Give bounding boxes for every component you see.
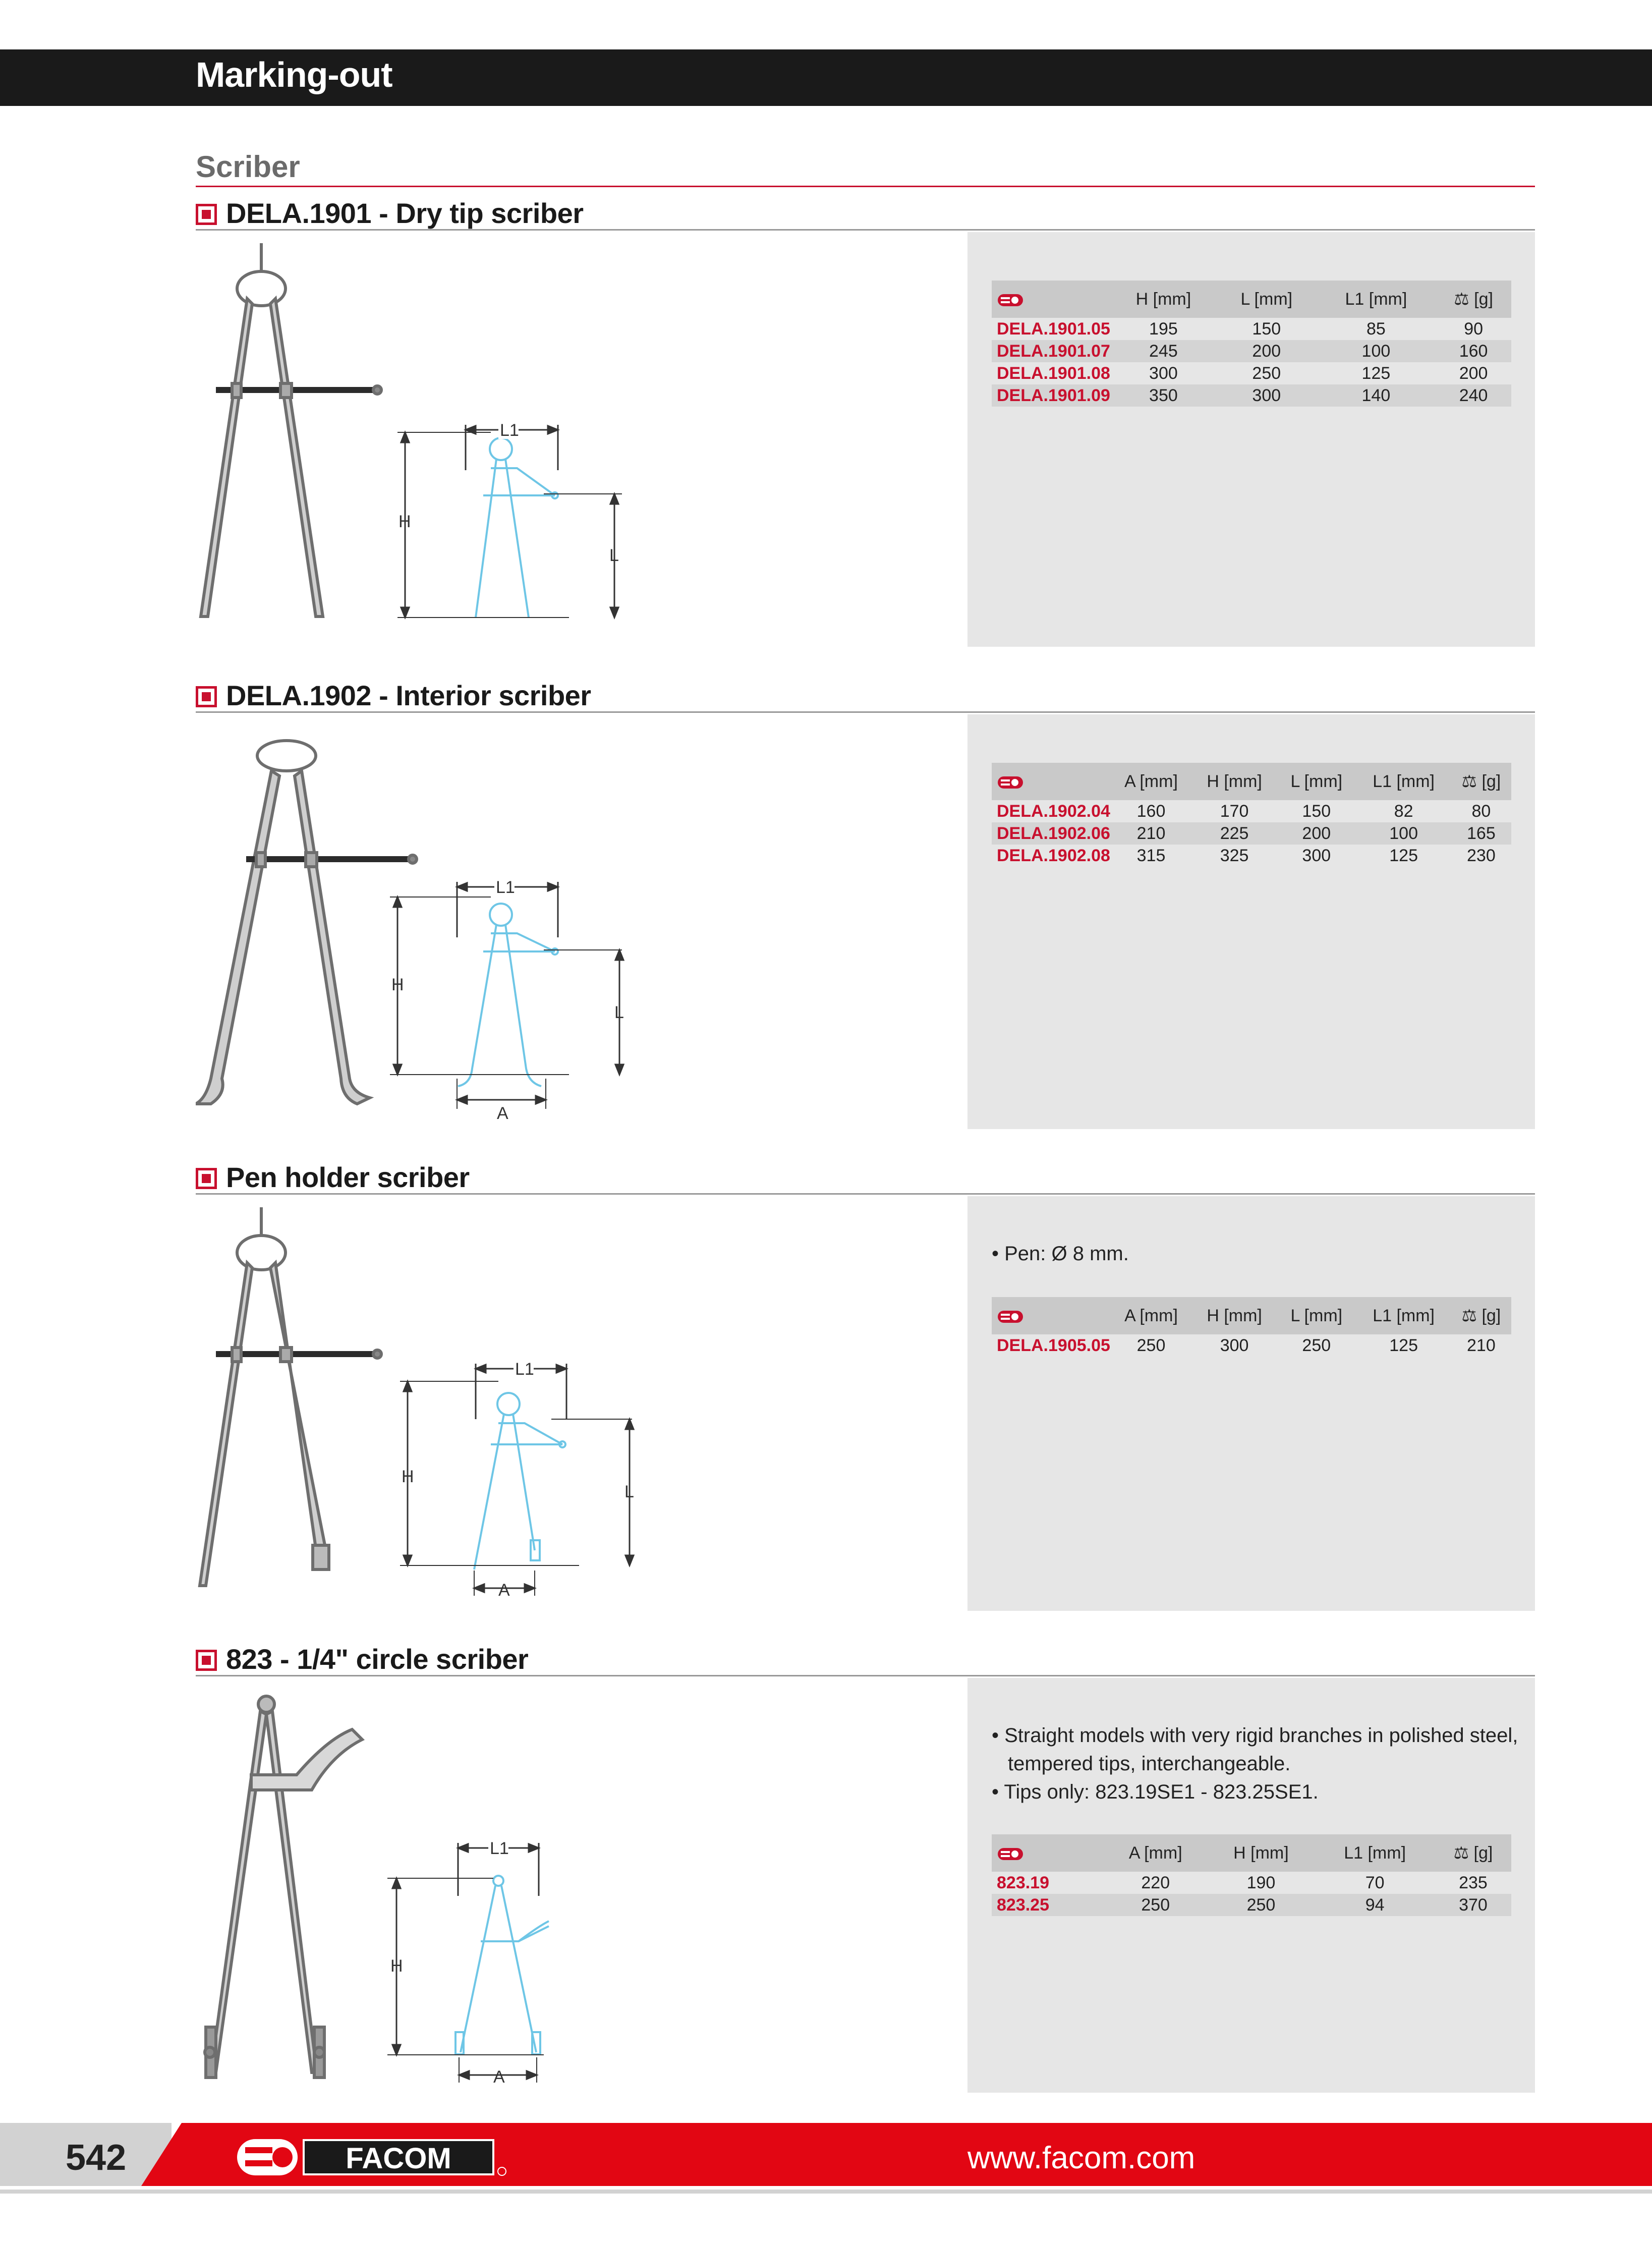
- footer-underline: [0, 2190, 1652, 2194]
- column-header-weight: ⚖ [g]: [1436, 281, 1511, 318]
- note-line: • Tips only: 823.19SE1 - 823.25SE1.: [992, 1781, 1319, 1803]
- weight-icon: ⚖: [1454, 290, 1474, 309]
- dimension-label-l1: L1: [490, 1839, 509, 1858]
- product-ref: 823.19: [997, 1873, 1049, 1892]
- facom-logo-icon: [992, 1834, 1104, 1872]
- column-header: A [mm]: [1110, 1297, 1192, 1334]
- product-info-panel: [967, 714, 1535, 1129]
- table-cell: 370: [1435, 1894, 1511, 1916]
- facom-logo-icon: [992, 281, 1110, 318]
- product-table: [992, 763, 1511, 867]
- table-cell: 225: [1192, 822, 1277, 845]
- product-divider: [196, 1193, 1535, 1195]
- product-title: Pen holder scriber: [226, 1161, 470, 1193]
- product-divider: [196, 711, 1535, 713]
- table-row: [992, 1894, 1511, 1916]
- table-row: [992, 318, 1511, 340]
- product-ref: DELA.1905.05: [997, 1335, 1110, 1355]
- table-cell: 235: [1459, 1873, 1488, 1892]
- section-divider: [196, 186, 1535, 187]
- table-cell: 150: [1252, 319, 1281, 339]
- dimension-label-l: L: [614, 1003, 624, 1022]
- table-cell: 125: [1361, 363, 1391, 383]
- brand-name: FACOM: [346, 2142, 451, 2175]
- table-cell: 250: [1104, 1894, 1208, 1916]
- weight-icon: ⚖: [1461, 772, 1482, 791]
- table-cell: 300: [1220, 1335, 1249, 1355]
- facom-brand-logo: [237, 2137, 509, 2180]
- table-cell: 190: [1246, 1873, 1276, 1892]
- product-title: DELA.1901 - Dry tip scriber: [226, 197, 584, 229]
- product-divider: [196, 1675, 1535, 1676]
- table-cell: 125: [1389, 846, 1418, 865]
- table-cell: 250: [1252, 363, 1281, 383]
- product-ref: DELA.1902.04: [997, 801, 1110, 821]
- column-header-weight: ⚖ [g]: [1435, 1834, 1511, 1872]
- product-title: 823 - 1/4" circle scriber: [226, 1643, 529, 1675]
- product-note: • Pen: Ø 8 mm.: [992, 1243, 1129, 1265]
- product-pen-holder-scriber: [196, 1162, 1535, 1611]
- column-header: H [mm]: [1192, 1297, 1277, 1334]
- dimension-label-l1: L1: [496, 878, 515, 897]
- table-cell: 82: [1394, 801, 1413, 821]
- product-header: [196, 680, 1535, 710]
- product-info-panel: [967, 1196, 1535, 1611]
- product-info-panel: [967, 232, 1535, 647]
- table-cell: 250: [1208, 1894, 1315, 1916]
- product-header: [196, 198, 1535, 228]
- column-header: A [mm]: [1110, 763, 1192, 800]
- column-header: L [mm]: [1217, 281, 1317, 318]
- column-header: L1 [mm]: [1315, 1834, 1435, 1872]
- table-cell: 210: [1110, 822, 1192, 845]
- table-cell: 350: [1110, 384, 1217, 407]
- table-cell: 170: [1220, 801, 1249, 821]
- dimension-label-a: A: [498, 1581, 510, 1600]
- product-823-circle-scriber: [196, 1644, 1535, 2098]
- table-cell: 315: [1136, 846, 1166, 865]
- dimension-label-h: H: [390, 1956, 403, 1976]
- dimension-label-h: H: [391, 975, 404, 994]
- red-square-bullet-icon: [196, 1650, 217, 1671]
- table-cell: 195: [1149, 319, 1178, 339]
- table-cell: 300: [1217, 384, 1317, 407]
- product-ref: 823.25: [992, 1894, 1104, 1916]
- product-ref: DELA.1901.08: [997, 363, 1110, 383]
- product-ref: DELA.1901.09: [992, 384, 1110, 407]
- page-title: Marking-out: [196, 55, 392, 94]
- table-row: [992, 845, 1511, 867]
- product-header: [196, 1644, 1535, 1674]
- product-ref: DELA.1902.06: [992, 822, 1110, 845]
- facom-logo-icon: [992, 763, 1110, 800]
- dimension-label-h: H: [402, 1467, 414, 1486]
- table-cell: 100: [1356, 822, 1451, 845]
- product-ref: DELA.1901.05: [997, 319, 1110, 339]
- table-cell: 210: [1467, 1335, 1496, 1355]
- pen-holder-scriber-illustration: [196, 1197, 902, 1601]
- section-title: Scriber: [196, 150, 300, 184]
- product-dela-1901: [196, 198, 1535, 647]
- table-cell: 250: [1136, 1335, 1166, 1355]
- table-row: [992, 384, 1511, 407]
- column-header: L [mm]: [1277, 1297, 1356, 1334]
- table-row: [992, 1872, 1511, 1894]
- dimension-label-h: H: [398, 512, 411, 531]
- red-square-bullet-icon: [196, 1168, 217, 1189]
- table-cell: 94: [1315, 1894, 1435, 1916]
- table-cell: 240: [1436, 384, 1511, 407]
- column-header: H [mm]: [1110, 281, 1217, 318]
- product-ref: DELA.1902.08: [997, 846, 1110, 865]
- dimension-label-l1: L1: [515, 1360, 534, 1379]
- table-cell: 245: [1110, 340, 1217, 362]
- product-note: [992, 1721, 1518, 1806]
- website-link[interactable]: www.facom.com: [967, 2141, 1195, 2175]
- product-title: DELA.1902 - Interior scriber: [226, 680, 591, 711]
- table-row: [992, 340, 1511, 362]
- table-cell: 165: [1451, 822, 1511, 845]
- product-divider: [196, 229, 1535, 231]
- column-header: H [mm]: [1192, 763, 1277, 800]
- table-cell: 160: [1136, 801, 1166, 821]
- table-cell: 200: [1217, 340, 1317, 362]
- red-square-bullet-icon: [196, 686, 217, 707]
- interior-scriber-illustration: [196, 715, 902, 1119]
- column-header-weight: ⚖ [g]: [1451, 763, 1511, 800]
- table-cell: 230: [1467, 846, 1496, 865]
- column-header-weight: ⚖ [g]: [1451, 1297, 1511, 1334]
- product-table: [992, 1297, 1511, 1357]
- table-cell: 150: [1302, 801, 1331, 821]
- note-line: • Straight models with very rigid branches in polished steel,: [992, 1724, 1518, 1747]
- table-cell: 160: [1436, 340, 1511, 362]
- table-cell: 250: [1302, 1335, 1331, 1355]
- dimension-label-a: A: [493, 2067, 505, 2087]
- dimension-label-l1: L1: [500, 421, 519, 440]
- table-cell: 125: [1389, 1335, 1418, 1355]
- table-row: [992, 822, 1511, 845]
- table-cell: 300: [1302, 846, 1331, 865]
- facom-logo-icon: [992, 1297, 1110, 1334]
- page-number: 542: [66, 2138, 127, 2178]
- table-cell: 140: [1317, 384, 1436, 407]
- dimension-label-l: L: [609, 546, 619, 565]
- red-square-bullet-icon: [196, 204, 217, 225]
- dimension-label-a: A: [497, 1104, 508, 1119]
- table-cell: 220: [1141, 1873, 1170, 1892]
- column-header: L1 [mm]: [1356, 1297, 1451, 1334]
- product-table: [992, 1834, 1511, 1916]
- table-cell: 70: [1365, 1873, 1385, 1892]
- column-header: A [mm]: [1104, 1834, 1208, 1872]
- table-cell: 200: [1277, 822, 1356, 845]
- circle-scriber-illustration: [196, 1679, 902, 2098]
- dimension-label-l: L: [624, 1482, 634, 1501]
- product-header: [196, 1162, 1535, 1192]
- column-header: L [mm]: [1277, 763, 1356, 800]
- table-cell: 85: [1366, 319, 1386, 339]
- table-cell: 90: [1464, 319, 1484, 339]
- table-row: [992, 362, 1511, 384]
- weight-icon: ⚖: [1453, 1843, 1474, 1863]
- column-header: L1 [mm]: [1317, 281, 1436, 318]
- product-info-panel: [967, 1678, 1535, 2093]
- product-table: [992, 281, 1511, 407]
- table-cell: 325: [1220, 846, 1249, 865]
- table-cell: 200: [1459, 363, 1488, 383]
- footer: [0, 2123, 1652, 2186]
- table-row: [992, 800, 1511, 822]
- column-header: L1 [mm]: [1356, 763, 1451, 800]
- note-line: tempered tips, interchangeable.: [1008, 1753, 1291, 1775]
- table-cell: 100: [1317, 340, 1436, 362]
- table-cell: 300: [1149, 363, 1178, 383]
- table-cell: 80: [1471, 801, 1491, 821]
- dry-tip-scriber-illustration: [196, 233, 902, 627]
- product-dela-1902: [196, 680, 1535, 1129]
- weight-icon: ⚖: [1461, 1306, 1482, 1325]
- column-header: H [mm]: [1208, 1834, 1315, 1872]
- product-ref: DELA.1901.07: [992, 340, 1110, 362]
- table-row: [992, 1334, 1511, 1357]
